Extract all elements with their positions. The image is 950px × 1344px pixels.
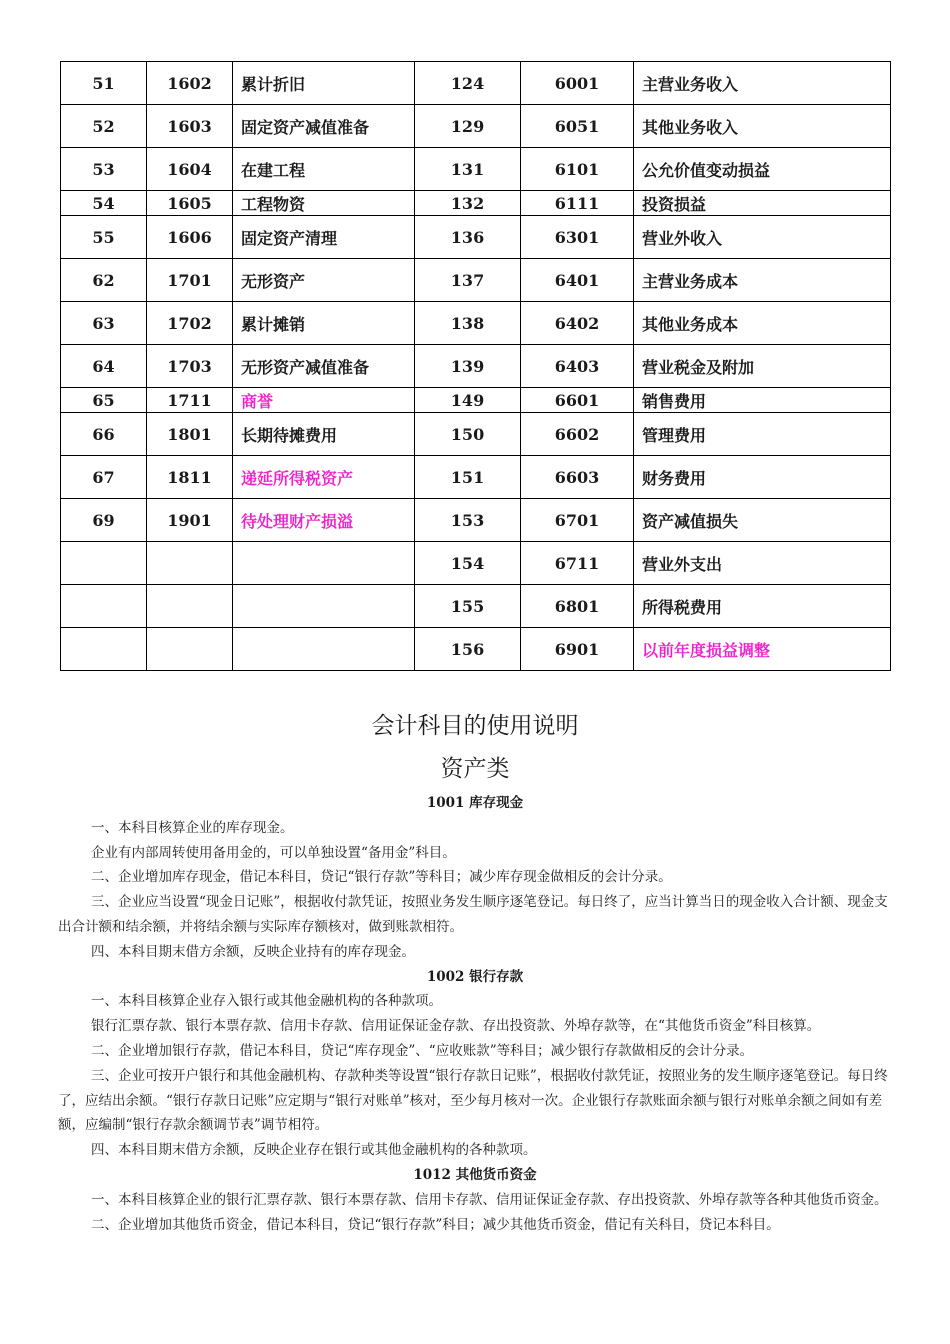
right-code-cell: 6301	[521, 216, 634, 259]
left-seq-cell: 66	[61, 413, 147, 456]
left-account-name-cell: 长期待摊费用	[233, 413, 415, 456]
left-seq-cell: 62	[61, 259, 147, 302]
right-code-cell: 6711	[521, 542, 634, 585]
table-row	[61, 628, 891, 671]
left-code-cell: 1602	[147, 62, 233, 105]
left-code-cell	[147, 628, 233, 671]
table-row	[61, 62, 891, 105]
left-seq-cell: 65	[61, 388, 147, 413]
paragraph: 二、企业增加库存现金，借记本科目，贷记“银行存款”等科目；减少库存现金做相反的会计分录。	[91, 869, 672, 886]
left-seq-cell: 67	[61, 456, 147, 499]
left-account-name-cell: 在建工程	[233, 148, 415, 191]
left-seq-cell: 69	[61, 499, 147, 542]
left-seq-cell	[61, 585, 147, 628]
right-seq-cell: 138	[415, 302, 521, 345]
right-account-name-cell: 主营业务收入	[634, 62, 891, 105]
left-seq-cell: 55	[61, 216, 147, 259]
table-row	[61, 216, 891, 259]
right-code-cell: 6801	[521, 585, 634, 628]
doc-title: 会计科目的使用说明	[371, 713, 579, 739]
right-account-name-cell: 销售费用	[634, 388, 891, 413]
right-account-name-cell: 营业税金及附加	[634, 345, 891, 388]
left-seq-cell	[61, 628, 147, 671]
right-account-name-cell: 资产减值损失	[634, 499, 891, 542]
right-seq-cell: 132	[415, 191, 521, 216]
paragraph: 企业有内部周转使用备用金的，可以单独设置“备用金”科目。	[91, 844, 456, 861]
right-account-name-cell: 公允价值变动损益	[634, 148, 891, 191]
table-row	[61, 302, 891, 345]
left-code-cell: 1603	[147, 105, 233, 148]
left-code-cell: 1801	[147, 413, 233, 456]
left-account-name-cell	[233, 585, 415, 628]
right-code-cell: 6111	[521, 191, 634, 216]
right-account-name-cell: 所得税费用	[634, 585, 891, 628]
right-account-name-cell: 营业外支出	[634, 542, 891, 585]
paragraph: 一、本科目核算企业的库存现金。	[91, 819, 294, 836]
left-account-name-cell: 工程物资	[233, 191, 415, 216]
left-code-cell: 1711	[147, 388, 233, 413]
right-account-name-cell: 投资损益	[634, 191, 891, 216]
accounts-table-body	[61, 62, 891, 671]
left-seq-cell: 51	[61, 62, 147, 105]
right-seq-cell: 154	[415, 542, 521, 585]
left-account-name-cell: 固定资产减值准备	[233, 105, 415, 148]
paragraph: 三、企业可按开户银行和其他金融机构、存款种类等设置“银行存款日记账”，根据收付款凭证，按照业务的发生顺序逐笔登记。每日终了，应结出余额。“银行存款日记账”应定期与“银行对账单”核对，至少每月核对一次。企业银行存款账面余额与银行对账单余额之间如有差额，应编制“银行存款余额调节表”调节相符。	[58, 1067, 888, 1134]
left-code-cell: 1811	[147, 456, 233, 499]
right-seq-cell: 151	[415, 456, 521, 499]
table-row	[61, 259, 891, 302]
left-code-cell: 1703	[147, 345, 233, 388]
heading-1001: 1001 库存现金	[426, 795, 524, 811]
right-seq-cell: 155	[415, 585, 521, 628]
right-code-cell: 6001	[521, 62, 634, 105]
table-row	[61, 585, 891, 628]
left-seq-cell: 63	[61, 302, 147, 345]
paragraph: 四、本科目期末借方余额，反映企业持有的库存现金。	[91, 943, 415, 960]
left-account-name-cell: 递延所得税资产	[233, 456, 415, 499]
paragraph: 二、企业增加银行存款，借记本科目，贷记“库存现金”、“应收账款”等科目；减少银行存款做相反的会计分录。	[91, 1042, 754, 1059]
doc-subtitle: 资产类	[440, 756, 510, 782]
left-code-cell	[147, 585, 233, 628]
right-account-name-cell: 其他业务收入	[634, 105, 891, 148]
right-seq-cell: 156	[415, 628, 521, 671]
left-seq-cell: 64	[61, 345, 147, 388]
left-code-cell: 1901	[147, 499, 233, 542]
right-seq-cell: 153	[415, 499, 521, 542]
right-code-cell: 6101	[521, 148, 634, 191]
left-seq-cell: 53	[61, 148, 147, 191]
right-account-name-cell: 营业外收入	[634, 216, 891, 259]
left-account-name-cell: 累计摊销	[233, 302, 415, 345]
right-code-cell: 6403	[521, 345, 634, 388]
table-row	[61, 105, 891, 148]
left-account-name-cell: 固定资产清理	[233, 216, 415, 259]
table-row	[61, 148, 891, 191]
table-row	[61, 456, 891, 499]
right-code-cell: 6402	[521, 302, 634, 345]
right-account-name-cell: 财务费用	[634, 456, 891, 499]
paragraph: 一、本科目核算企业的银行汇票存款、银行本票存款、信用卡存款、信用证保证金存款、存出投资款、外埠存款等各种其他货币资金。	[91, 1191, 888, 1208]
right-seq-cell: 129	[415, 105, 521, 148]
right-account-name-cell: 其他业务成本	[634, 302, 891, 345]
left-account-name-cell: 累计折旧	[233, 62, 415, 105]
left-seq-cell: 54	[61, 191, 147, 216]
table-row	[61, 499, 891, 542]
table-row	[61, 345, 891, 388]
right-code-cell: 6601	[521, 388, 634, 413]
table-row	[61, 413, 891, 456]
right-code-cell: 6051	[521, 105, 634, 148]
accounts-table	[60, 61, 891, 671]
left-seq-cell	[61, 542, 147, 585]
left-account-name-cell: 无形资产减值准备	[233, 345, 415, 388]
left-code-cell: 1605	[147, 191, 233, 216]
right-account-name-cell: 以前年度损益调整	[634, 628, 891, 671]
left-account-name-cell: 待处理财产损溢	[233, 499, 415, 542]
right-seq-cell: 150	[415, 413, 521, 456]
heading-1002: 1002 银行存款	[426, 968, 524, 985]
right-code-cell: 6603	[521, 456, 634, 499]
left-account-name-cell	[233, 628, 415, 671]
left-code-cell: 1604	[147, 148, 233, 191]
heading-1012: 1012 其他货币资金	[413, 1166, 537, 1183]
table-row	[61, 388, 891, 413]
right-seq-cell: 124	[415, 62, 521, 105]
right-seq-cell: 139	[415, 345, 521, 388]
paragraph: 二、企业增加其他货币资金，借记本科目，贷记“银行存款”科目；减少其他货币资金，借记有关科目，贷记本科目。	[91, 1216, 780, 1233]
table-row	[61, 191, 891, 216]
left-account-name-cell	[233, 542, 415, 585]
right-account-name-cell: 主营业务成本	[634, 259, 891, 302]
left-code-cell: 1701	[147, 259, 233, 302]
left-code-cell	[147, 542, 233, 585]
right-seq-cell: 137	[415, 259, 521, 302]
right-code-cell: 6901	[521, 628, 634, 671]
right-seq-cell: 149	[415, 388, 521, 413]
paragraph: 三、企业应当设置“现金日记账”，根据收付款凭证，按照业务发生顺序逐笔登记。每日终了，应当计算当日的现金收入合计额、现金支出合计额和结余额，并将结余额与实际库存额核对，做到账款相符。	[58, 894, 888, 935]
right-account-name-cell: 管理费用	[634, 413, 891, 456]
left-account-name-cell: 无形资产	[233, 259, 415, 302]
right-code-cell: 6401	[521, 259, 634, 302]
left-code-cell: 1702	[147, 302, 233, 345]
usage-notes-section	[58, 709, 892, 1237]
left-code-cell: 1606	[147, 216, 233, 259]
right-seq-cell: 131	[415, 148, 521, 191]
right-seq-cell: 136	[415, 216, 521, 259]
table-row	[61, 542, 891, 585]
paragraph: 银行汇票存款、银行本票存款、信用卡存款、信用证保证金存款、存出投资款、外埠存款等，在“其他货币资金”科目核算。	[91, 1018, 821, 1035]
right-code-cell: 6602	[521, 413, 634, 456]
left-seq-cell: 52	[61, 105, 147, 148]
right-code-cell: 6701	[521, 499, 634, 542]
left-account-name-cell: 商誉	[233, 388, 415, 413]
paragraph: 一、本科目核算企业存入银行或其他金融机构的各种款项。	[91, 993, 442, 1010]
paragraph: 四、本科目期末借方余额，反映企业存在银行或其他金融机构的各种款项。	[91, 1142, 537, 1159]
